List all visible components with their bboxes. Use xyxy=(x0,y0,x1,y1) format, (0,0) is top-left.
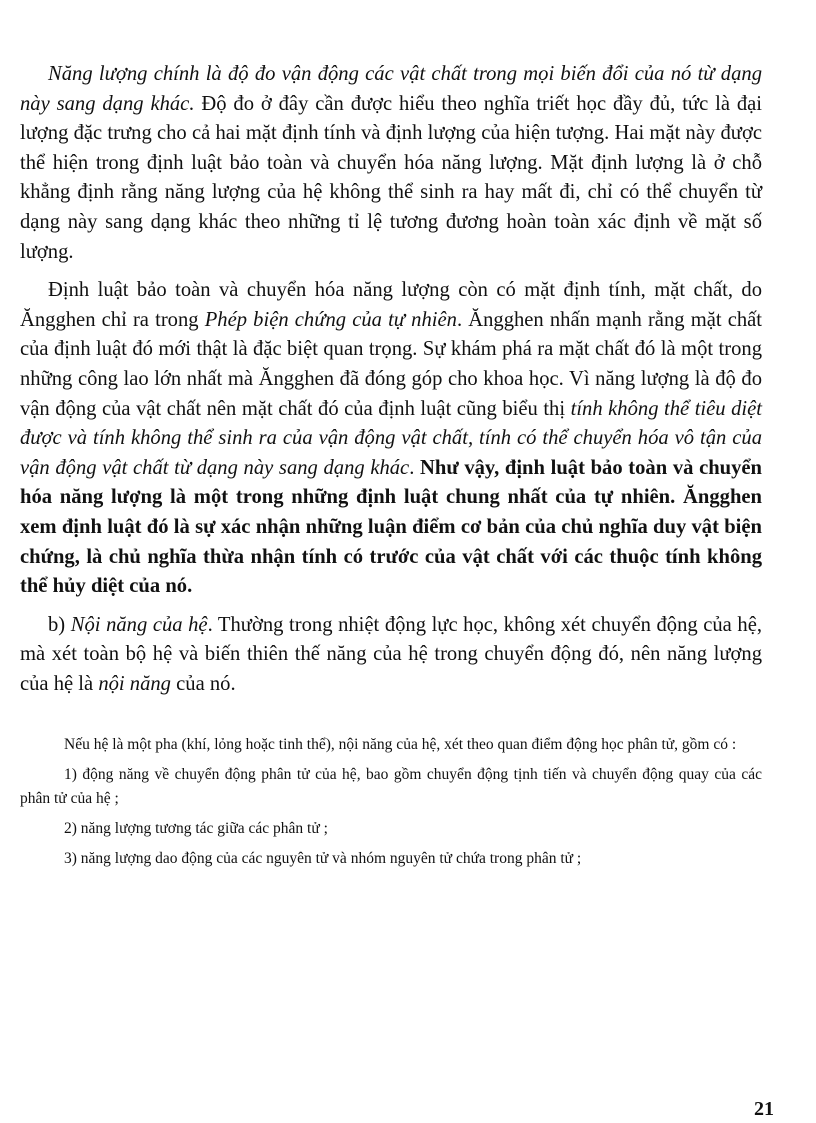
italic-term: nội năng xyxy=(98,672,171,695)
text-run: . Ăngghen nhấn mạnh rằng mặt chất của định luật đó mới thật là đặc biệt quan trọng. Sự khám phá ra mặt chất đó là một trong những công lao lớn nhất mà Ăngghen đã đóng góp cho khoa học. Vì năng lượng là độ đo vận động của vật chất nên mặt chất đó của định luật cũng biểu thị xyxy=(20,308,763,420)
text-run: . xyxy=(409,456,420,479)
page-number: 21 xyxy=(754,1098,774,1120)
book-title: Phép biện chứng của tự nhiên xyxy=(204,308,457,331)
section-heading-italic: Nội năng của hệ xyxy=(70,613,208,636)
page-body xyxy=(20,60,762,871)
paragraph-conservation-law xyxy=(20,276,762,602)
bold-emphasis: Như vậy, định luật bảo toàn và chuyển hóa năng lượng là một trong những định luật chung nhất của tự nhiên. Ăngghen xem định luật đó là sự xác nhận những luận điểm cơ bản của chủ nghĩa duy vật biện chứng, là chủ nghĩa thừa nhận tính có trước của vật chất với các thuộc tính không thể hủy diệt của nó. xyxy=(20,456,763,598)
note-item: 3) năng lượng dao động của các nguyên tử và nhóm nguyên tử chứa trong phân tử ; xyxy=(64,850,582,868)
note-block xyxy=(20,733,762,871)
text-run: của nó. xyxy=(170,672,236,695)
text-run: . Thường trong nhiệt động lực học, không xét chuyển động của hệ, mà xét toàn bộ hệ và biến thiên thế năng của hệ trong chuyển động đó, nên năng lượng của hệ là xyxy=(20,613,762,695)
note-intro: Nếu hệ là một pha (khí, lỏng hoặc tinh thể), nội năng của hệ, xét theo quan điểm động học phân tử, gồm có : xyxy=(64,736,737,754)
paragraph-internal-energy xyxy=(20,611,762,700)
text-run: Độ đo ở đây cần được hiểu theo nghĩa triết học đầy đủ, tức là đại lượng đặc trưng cho cả hai mặt định tính và định lượng của hiện tượng. Hai mặt này được thể hiện trong định luật bảo toàn và chuyển hóa năng lượng. Mặt định lượng là ở chỗ khẳng định rằng năng lượng của hệ không thể sinh ra hay mất đi, chỉ có thể chuyển từ dạng này sang dạng khác theo những tỉ lệ tương đương hoàn toàn xác định về mặt số lượng. xyxy=(20,92,763,263)
note-item: 2) năng lượng tương tác giữa các phân tử ; xyxy=(64,820,328,838)
paragraph-energy-definition xyxy=(20,60,762,267)
italic-emphasis: tính không thể tiêu diệt được và tính không thể sinh ra của vận động vật chất, tính có thể chuyển hóa vô tận của vận động vật chất từ dạng này sang dạng khác xyxy=(20,397,762,479)
text-run: b) xyxy=(48,613,71,636)
text-run: Định luật bảo toàn và chuyển hóa năng lượng còn có mặt định tính, mặt chất, do Ăngghen chỉ ra trong xyxy=(20,279,762,331)
italic-definition: Năng lượng chính là độ đo vận động các vật chất trong mọi biến đổi của nó từ dạng này sang dạng khác. xyxy=(20,63,762,115)
note-item: 1) động năng về chuyển động phân tử của hệ, bao gồm chuyển động tịnh tiến và chuyển động quay của các phân tử của hệ ; xyxy=(20,766,762,808)
